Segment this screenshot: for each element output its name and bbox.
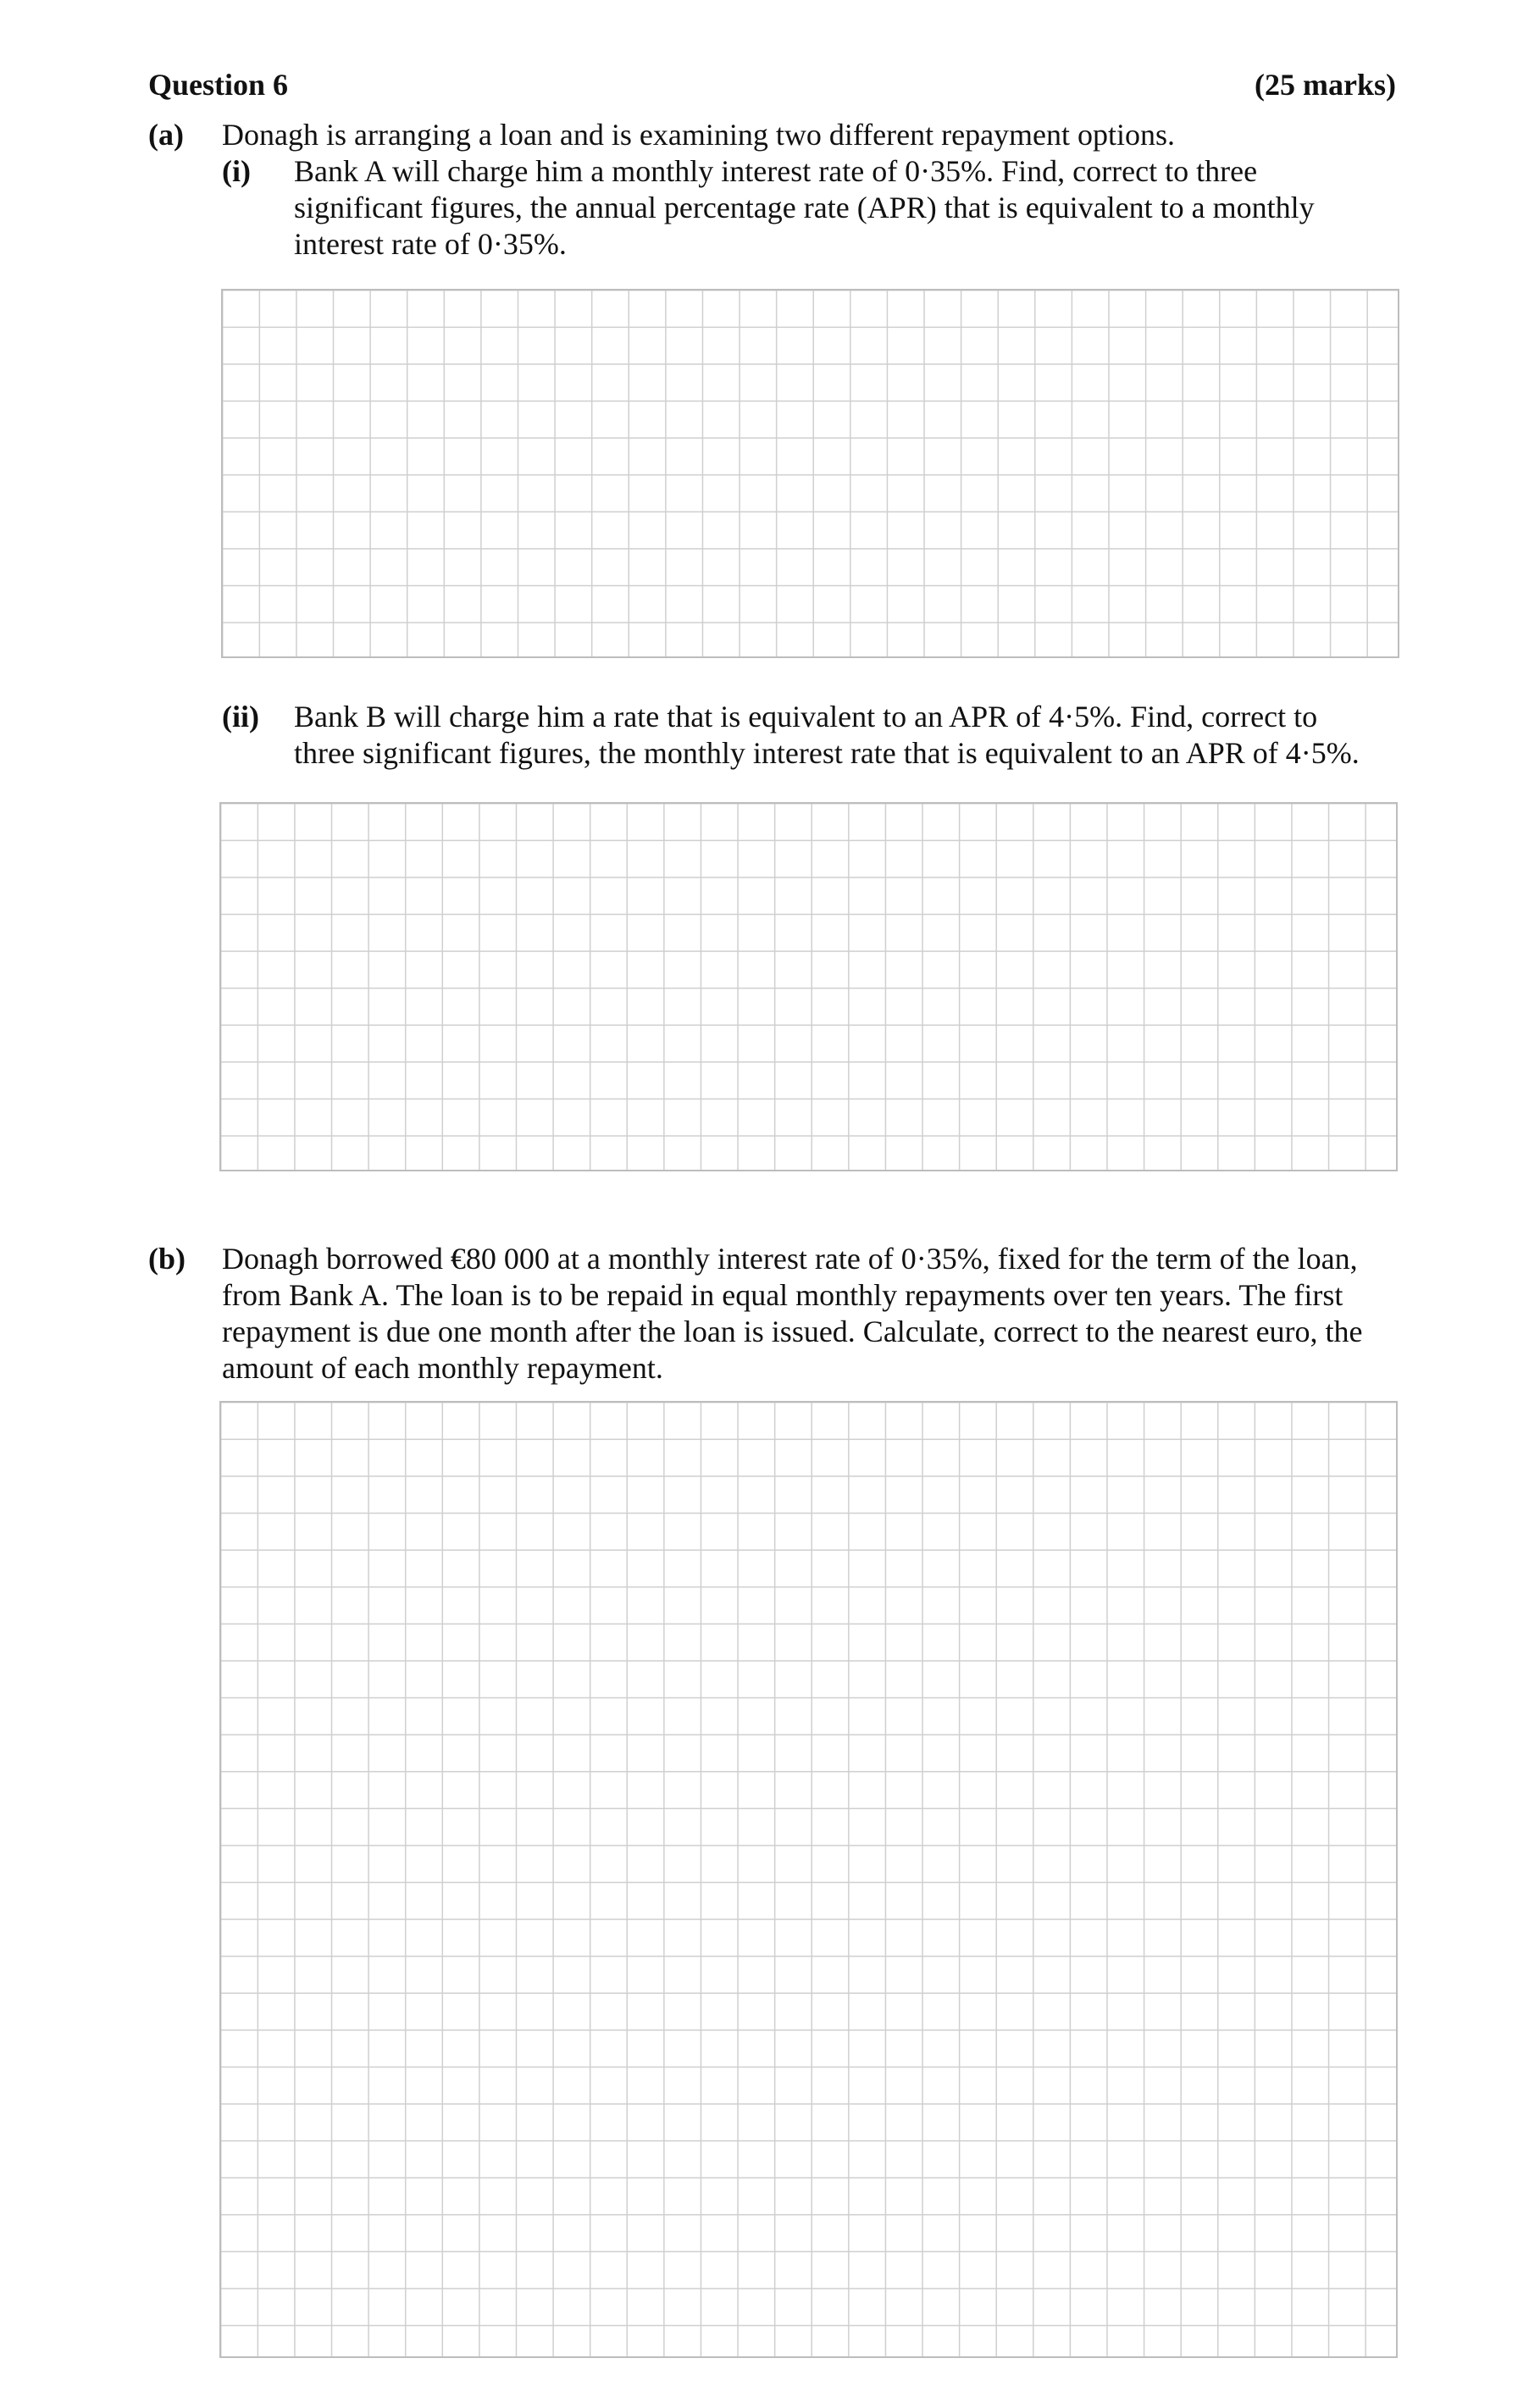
part-a-ii-label: (ii)	[222, 700, 259, 733]
answer-grid-a-i[interactable]	[221, 289, 1399, 658]
part-b-line: amount of each monthly repayment.	[222, 1351, 663, 1385]
part-a-i-line: Bank A will charge him a monthly interest rate of 0·35%. Find, correct to three	[294, 154, 1258, 188]
part-a-ii-line: three significant figures, the monthly interest rate that is equivalent to an APR of 4·5%.	[294, 736, 1360, 770]
part-a-intro-line: Donagh is arranging a loan and is examining two different repayment options.	[222, 118, 1176, 152]
part-a-ii-line: Bank B will charge him a rate that is equivalent to an APR of 4·5%. Find, correct to	[294, 700, 1318, 733]
part-b-line: Donagh borrowed €80 000 at a monthly interest rate of 0·35%, fixed for the term of the loan,	[222, 1242, 1358, 1276]
part-b-line: from Bank A. The loan is to be repaid in equal monthly repayments over ten years. The first	[222, 1278, 1343, 1312]
question-marks: (25 marks)	[1255, 68, 1396, 102]
part-a-i-line: interest rate of 0·35%.	[294, 227, 567, 261]
part-a-i-text	[294, 153, 1315, 263]
part-a-i-label: (i)	[222, 154, 251, 188]
part-b-text	[222, 1241, 1363, 1387]
part-a-intro	[222, 117, 1175, 153]
part-a-i-line: significant figures, the annual percentage rate (APR) that is equivalent to a monthly	[294, 191, 1315, 224]
part-b-line: repayment is due one month after the loan is issued. Calculate, correct to the nearest euro, the	[222, 1315, 1363, 1348]
part-a-label: (a)	[148, 118, 184, 152]
part-b-label: (b)	[148, 1242, 186, 1276]
part-a-ii-text	[294, 699, 1360, 772]
question-title: Question 6	[148, 68, 289, 102]
answer-grid-b[interactable]	[219, 1401, 1398, 2358]
answer-grid-a-ii[interactable]	[219, 802, 1398, 1171]
